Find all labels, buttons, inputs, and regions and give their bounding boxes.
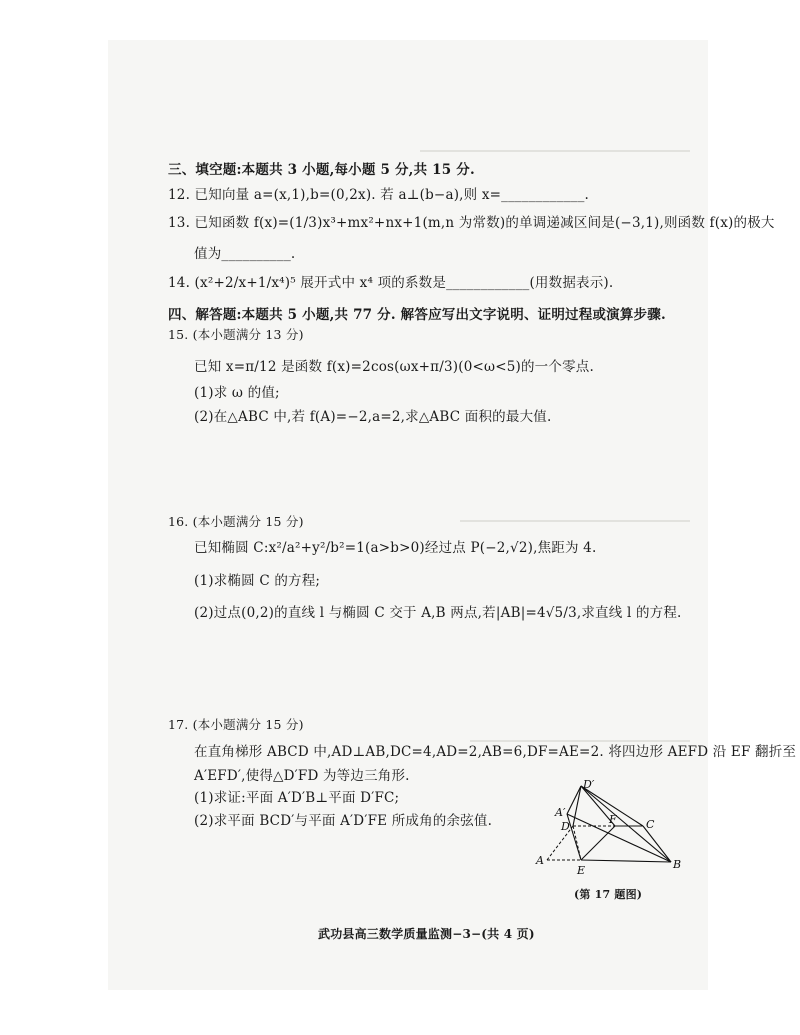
label-d: D <box>561 820 570 833</box>
label-a: A <box>536 854 544 867</box>
bleed-through-line <box>420 150 690 152</box>
edge-dprime-b <box>581 786 671 862</box>
label-f: F <box>609 813 617 826</box>
figure-17-caption: (第 17 题图) <box>574 888 643 901</box>
question-13-line-1: 13. 已知函数 f(x)=(1/3)x³+mx²+nx+1(m,n 为常数)的单调递减区间是(−3,1),则函数 f(x)的极大 <box>168 215 775 231</box>
question-16-stem: 已知椭圆 C:x²/a²+y²/b²=1(a>b>0)经过点 P(−2,√2),焦距为 4. <box>194 540 597 556</box>
page-footer: 武功县高三数学质量监测−3−(共 4 页) <box>318 927 535 941</box>
bleed-through-line <box>460 520 690 522</box>
edge-f-e <box>581 826 615 860</box>
question-17-stem-line-2: A′EFD′,使得△D′FD 为等边三角形. <box>194 768 410 784</box>
question-17-part-2: (2)求平面 BCD′与平面 A′D′FE 所成角的余弦值. <box>194 813 493 829</box>
question-17-figure <box>525 778 695 883</box>
section-3-title: 三、填空题:本题共 3 小题,每小题 5 分,共 15 分. <box>168 162 475 178</box>
section-4-title: 四、解答题:本题共 5 小题,共 77 分. 解答应写出文字说明、证明过程或演算步骤. <box>168 307 666 323</box>
question-16-part-2: (2)过点(0,2)的直线 l 与椭圆 C 交于 A,B 两点,若|AB|=4√5/3,求直线 l 的方程. <box>194 605 682 621</box>
question-14: 14. (x²+2/x+1/x⁴)⁵ 展开式中 x⁴ 项的系数是____________(用数据表示). <box>168 275 614 291</box>
label-a-prime: A′ <box>555 806 566 819</box>
label-e: E <box>577 864 586 877</box>
question-17-header: 17. (本小题满分 15 分) <box>168 717 304 732</box>
label-d-prime: D′ <box>583 778 595 791</box>
edge-aprime-b <box>567 814 671 862</box>
question-17-stem-line-1: 在直角梯形 ABCD 中,AD⊥AB,DC=4,AD=2,AB=6,DF=AE=2. 将四边形 AEFD 沿 EF 翻折至 <box>194 744 797 760</box>
question-12: 12. 已知向量 a=(x,1),b=(0,2x). 若 a⊥(b−a),则 x=____________. <box>168 187 590 203</box>
question-16-part-1: (1)求椭圆 C 的方程; <box>194 573 321 589</box>
question-15-header: 15. (本小题满分 13 分) <box>168 327 304 342</box>
edge-e-b <box>581 860 671 862</box>
question-13-line-2: 值为__________. <box>194 246 296 262</box>
question-16-header: 16. (本小题满分 15 分) <box>168 514 304 529</box>
question-15-part-2: (2)在△ABC 中,若 f(A)=−2,a=2,求△ABC 面积的最大值. <box>194 409 552 425</box>
edge-c-b <box>643 826 671 862</box>
edge-dprime-aprime <box>567 786 581 814</box>
question-15-stem: 已知 x=π/12 是函数 f(x)=2cos(ωx+π/3)(0<ω<5)的一个零点. <box>194 359 594 375</box>
question-15-part-1: (1)求 ω 的值; <box>194 385 280 401</box>
question-17-part-1: (1)求证:平面 A′D′B⊥平面 D′FC; <box>194 790 400 806</box>
label-c: C <box>646 818 655 831</box>
label-b: B <box>673 858 682 871</box>
